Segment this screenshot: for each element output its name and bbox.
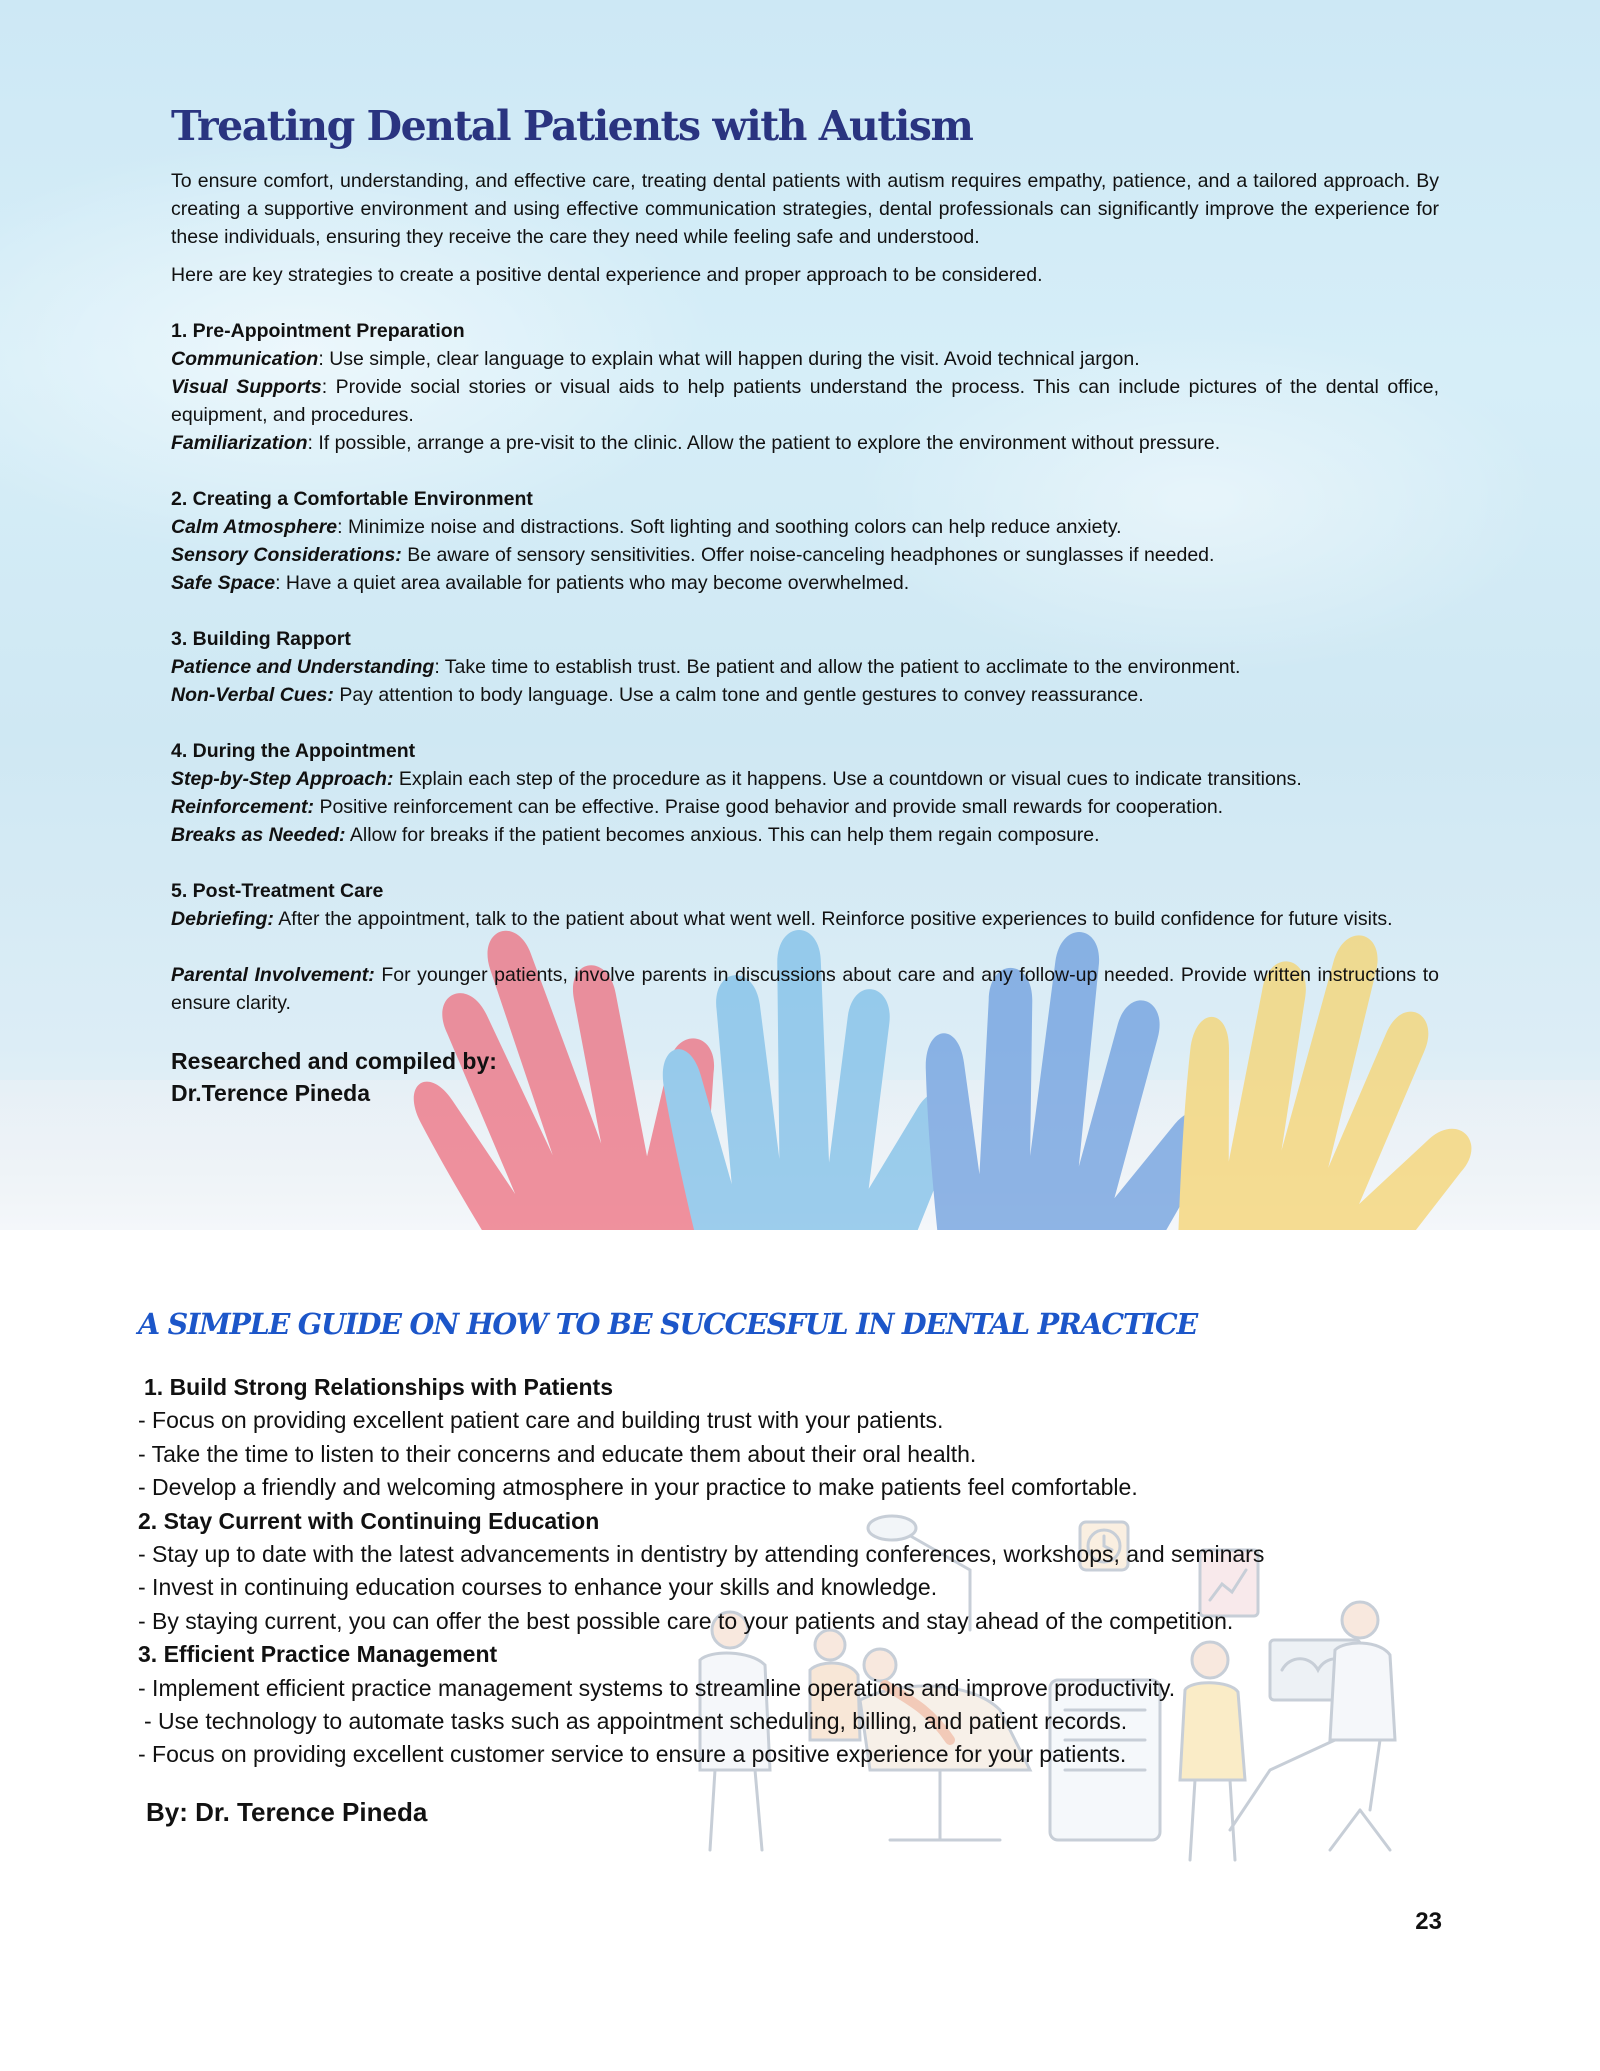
guide-bullet: - By staying current, you can offer the best possible care to your patients and stay ahead of the competition. (138, 1607, 1234, 1634)
section-post-treatment (171, 877, 1439, 933)
section-title: 3. Building Rapport (171, 628, 351, 651)
section-during-appointment (171, 737, 1439, 849)
strategy-item (171, 513, 1439, 541)
separator: : (275, 572, 286, 595)
strategy-term: Breaks as Needed: (171, 824, 346, 847)
guide-bullet: - Take the time to listen to their concerns and educate them about their oral health. (138, 1440, 977, 1467)
strategy-text: Explain each step of the procedure as it happens. Use a countdown or visual cues to indicate transitions. (398, 768, 1302, 791)
strategy-item (171, 653, 1439, 681)
strategy-term: Safe Space (171, 572, 276, 595)
dental-practice-guide (138, 1305, 1438, 1830)
guide-heading: 2. Stay Current with Continuing Education (138, 1507, 600, 1534)
strategy-text: Be aware of sensory sensitivities. Offer noise-canceling headphones or sunglasses if needed. (407, 544, 1215, 567)
credit-name: Dr.Terence Pineda (171, 1080, 370, 1107)
strategy-item (171, 541, 1439, 569)
article-credit (171, 1045, 1439, 1109)
strategy-text: Pay attention to body language. Use a calm tone and gentle gestures to convey reassurance. (339, 684, 1144, 707)
strategy-item (171, 821, 1439, 849)
strategy-term: Reinforcement: (171, 796, 315, 819)
parental-involvement (171, 961, 1439, 1017)
guide-heading: 3. Efficient Practice Management (138, 1641, 498, 1668)
guide-heading: 1. Build Strong Relationships with Patients (144, 1373, 613, 1400)
strategy-item (171, 681, 1439, 709)
strategy-term: Parental Involvement: (171, 964, 375, 987)
strategy-item (171, 905, 1439, 933)
strategy-text: After the appointment, talk to the patient about what went well. Reinforce positive experiences to build confidence for future visits. (278, 908, 1393, 931)
guide-bullet: - Implement efficient practice management systems to streamline operations and improve productivity. (138, 1674, 1176, 1701)
strategy-term: Visual Supports (171, 376, 322, 399)
guide-author: By: Dr. Terence Pineda (146, 1796, 428, 1827)
separator: : (434, 656, 445, 679)
separator: : (307, 432, 319, 455)
strategy-term: Patience and Understanding (171, 656, 435, 679)
guide-bullet: - Invest in continuing education courses to enhance your skills and knowledge. (138, 1574, 938, 1601)
guide-bullet: - Use technology to automate tasks such as appointment scheduling, billing, and patient records. (144, 1707, 1128, 1734)
section-title: 1. Pre-Appointment Preparation (171, 320, 465, 343)
strategy-item (171, 373, 1439, 429)
strategy-text: Positive reinforcement can be effective. Praise good behavior and provide small rewards for cooperation. (319, 796, 1224, 819)
strategy-term: Communication (171, 348, 319, 371)
section-building-rapport (171, 625, 1439, 709)
separator: : (321, 376, 336, 399)
strategy-text: Use simple, clear language to explain what will happen during the visit. Avoid technical jargon. (329, 348, 1140, 371)
separator: : (337, 516, 348, 539)
strategy-item (171, 345, 1439, 373)
strategy-term: Non-Verbal Cues: (171, 684, 334, 707)
section-comfortable-environment (171, 485, 1439, 597)
strategy-text: Have a quiet area available for patients who may become overwhelmed. (285, 572, 910, 595)
strategy-item (171, 569, 1439, 597)
strategy-term: Familiarization (171, 432, 308, 455)
strategy-item (171, 429, 1439, 457)
autism-article (171, 100, 1439, 1109)
guide-bullet: - Focus on providing excellent patient care and building trust with your patients. (138, 1407, 944, 1434)
strategy-text: Provide social stories or visual aids to help patients understand the process. This can include pictures of the dental office, equipment, and procedures. (171, 376, 1439, 427)
section-title: 4. During the Appointment (171, 740, 416, 763)
guide-bullet: - Focus on providing excellent customer service to ensure a positive experience for your patients. (138, 1741, 1127, 1768)
guide-bullet: - Develop a friendly and welcoming atmosphere in your practice to make patients feel comfortable. (138, 1474, 1138, 1501)
section-pre-appointment (171, 317, 1439, 457)
article-lead: Here are key strategies to create a positive dental experience and proper approach to be considered. (171, 264, 1043, 287)
article-title: Treating Dental Patients with Autism (171, 102, 973, 150)
strategy-text: For younger patients, involve parents in discussions about care and any follow-up needed. Provide written instructions to ensure clarity. (171, 964, 1439, 1015)
guide-bullet: - Stay up to date with the latest advancements in dentistry by attending conferences, workshops, and seminars (138, 1540, 1265, 1567)
strategy-item (171, 961, 1439, 1017)
strategy-term: Debriefing: (171, 908, 274, 931)
strategy-term: Step-by-Step Approach: (171, 768, 394, 791)
strategy-item (171, 793, 1439, 821)
credit-label: Researched and compiled by: (171, 1048, 497, 1075)
strategy-text: Minimize noise and distractions. Soft lighting and soothing colors can help reduce anxiety. (348, 516, 1122, 539)
strategy-text: If possible, arrange a pre-visit to the clinic. Allow the patient to explore the environment without pressure. (318, 432, 1221, 455)
strategy-text: Allow for breaks if the patient becomes anxious. This can help them regain composure. (349, 824, 1100, 847)
strategy-text: Take time to establish trust. Be patient and allow the patient to acclimate to the environment. (444, 656, 1241, 679)
page-number: 23 (1415, 1908, 1442, 1935)
strategy-term: Calm Atmosphere (171, 516, 338, 539)
strategy-item (171, 765, 1439, 793)
separator: : (318, 348, 330, 371)
strategy-term: Sensory Considerations: (171, 544, 402, 567)
section-title: 5. Post-Treatment Care (171, 880, 384, 903)
section-title: 2. Creating a Comfortable Environment (171, 488, 533, 511)
article-intro: To ensure comfort, understanding, and effective care, treating dental patients with autism requires empathy, patience, and a tailored approach. By creating a supportive environment and using effective communication strategies, dental professionals can significantly improve the experience for these individuals, ensuring they receive the care they need while feeling safe and understood. (171, 170, 1439, 249)
guide-title: A SIMPLE GUIDE ON HOW TO BE SUCCESFUL IN DENTAL PRACTICE (138, 1307, 1197, 1341)
